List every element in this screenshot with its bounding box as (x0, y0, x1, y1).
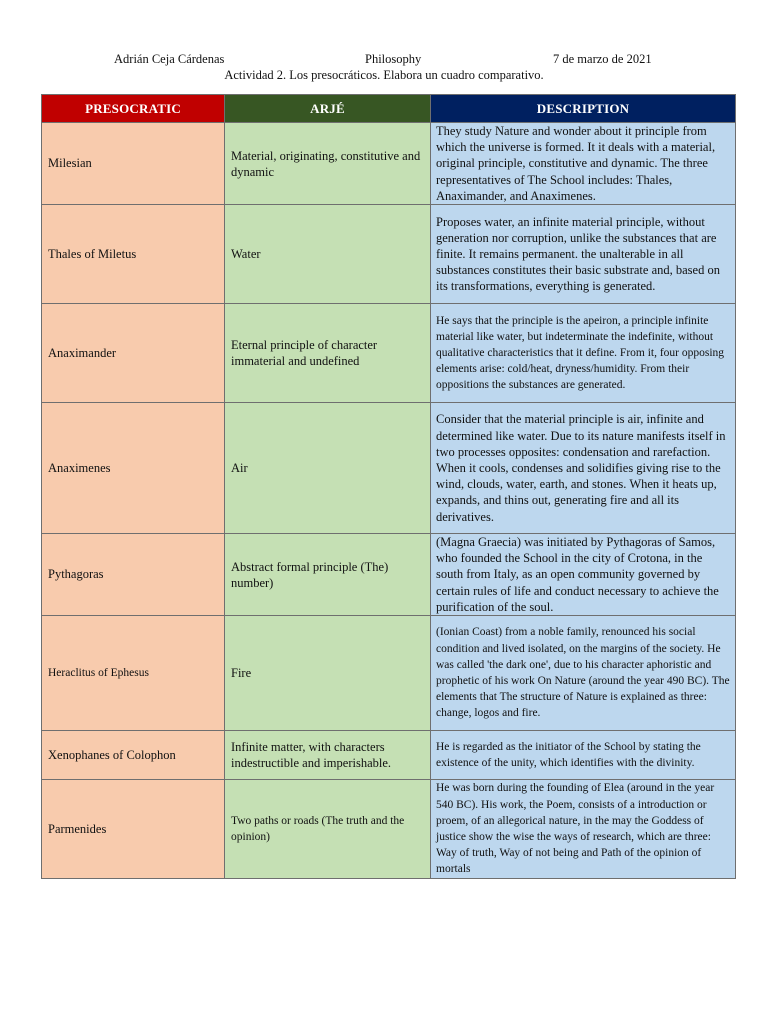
description-cell: (Ionian Coast) from a noble family, renounced his social condition and lived isolated, on the margins of the society. He was called 'the dark one', due to his character aphoristic and prophetic of his work On Nature (around the year 490 BC). The elements that The structure of Nature is explained as three: change, logos and fire. (431, 616, 736, 731)
arje-cell: Infinite matter, with characters indestructible and imperishable. (225, 731, 431, 780)
presocratic-cell: Thales of Miletus (42, 205, 225, 304)
description-cell: (Magna Graecia) was initiated by Pythagoras of Samos, who founded the School in the city of Crotona, in the south from Italy, as an open community governed by certain rules of life and conduct necessary to achieve the purification of the soul. (431, 534, 736, 616)
table-row (42, 731, 736, 780)
arje-cell: Eternal principle of character immaterial and undefined (225, 304, 431, 403)
document-header (0, 52, 768, 86)
document-date: 7 de marzo de 2021 (553, 52, 652, 66)
comparison-table (41, 94, 736, 879)
presocratic-cell: Pythagoras (42, 534, 225, 616)
arje-cell: Material, originating, constitutive and dynamic (225, 123, 431, 205)
arje-cell: Water (225, 205, 431, 304)
description-cell: Consider that the material principle is air, infinite and determined like water. Due to its nature manifests itself in two processes opposites: condensation and rarefaction. When it cools, condenses and solidifies giving rise to the wind, clouds, water, earth, and stones. When it heats up, expands, and thins out, generating fire and all its derivatives. (431, 403, 736, 534)
table-row (42, 205, 736, 304)
arje-cell: Abstract formal principle (The) number) (225, 534, 431, 616)
presocratic-cell: Parmenides (42, 780, 225, 879)
description-cell: Proposes water, an infinite material principle, without generation nor corruption, unlike the substances that are finite. It remains permanent. the unalterable in all substances constitutes their basic substrate and, based on its transformations, everything is generated. (431, 205, 736, 304)
column-header-description: DESCRIPTION (431, 95, 736, 123)
table-row (42, 534, 736, 616)
table-row (42, 616, 736, 731)
author-name: Adrián Ceja Cárdenas (114, 52, 225, 66)
column-header-arje: ARJÉ (225, 95, 431, 123)
presocratic-cell: Heraclitus of Ephesus (42, 616, 225, 731)
table-header-row (42, 95, 736, 123)
description-cell: They study Nature and wonder about it principle from which the universe is formed. It it deals with a material, original principle, constitutive and dynamic. The three representatives of The School includes: Thales, Anaximander, and Anaximenes. (431, 123, 736, 205)
presocratic-cell: Anaximenes (42, 403, 225, 534)
subject-name: Philosophy (365, 52, 422, 66)
table-row (42, 780, 736, 879)
arje-cell: Two paths or roads (The truth and the opinion) (225, 780, 431, 879)
table-row (42, 403, 736, 534)
presocratic-cell: Xenophanes of Colophon (42, 731, 225, 780)
description-cell: He is regarded as the initiator of the School by stating the existence of the unity, which identifies with the divinity. (431, 731, 736, 780)
arje-cell: Fire (225, 616, 431, 731)
column-header-presocratic: PRESOCRATIC (42, 95, 225, 123)
description-cell: He was born during the founding of Elea (around in the year 540 BC). His work, the Poem, consists of a introduction or proem, of an allegorical nature, in the may the Goddess of justice show the wise the ways of research, which are three: Way of truth, Way of not being and Path of the opinion of mortals (431, 780, 736, 879)
description-cell: He says that the principle is the apeiron, a principle infinite material like water, but indeterminate the indefinite, without qualitative characteristics that it define. From it, four opposing elements arise: cold/heat, dryness/humidity. From their oppositions the substances are generated. (431, 304, 736, 403)
presocratic-cell: Milesian (42, 123, 225, 205)
arje-cell: Air (225, 403, 431, 534)
activity-title: Actividad 2. Los presocráticos. Elabora un cuadro comparativo. (224, 68, 544, 82)
presocratic-cell: Anaximander (42, 304, 225, 403)
table-row (42, 304, 736, 403)
table-row (42, 123, 736, 205)
